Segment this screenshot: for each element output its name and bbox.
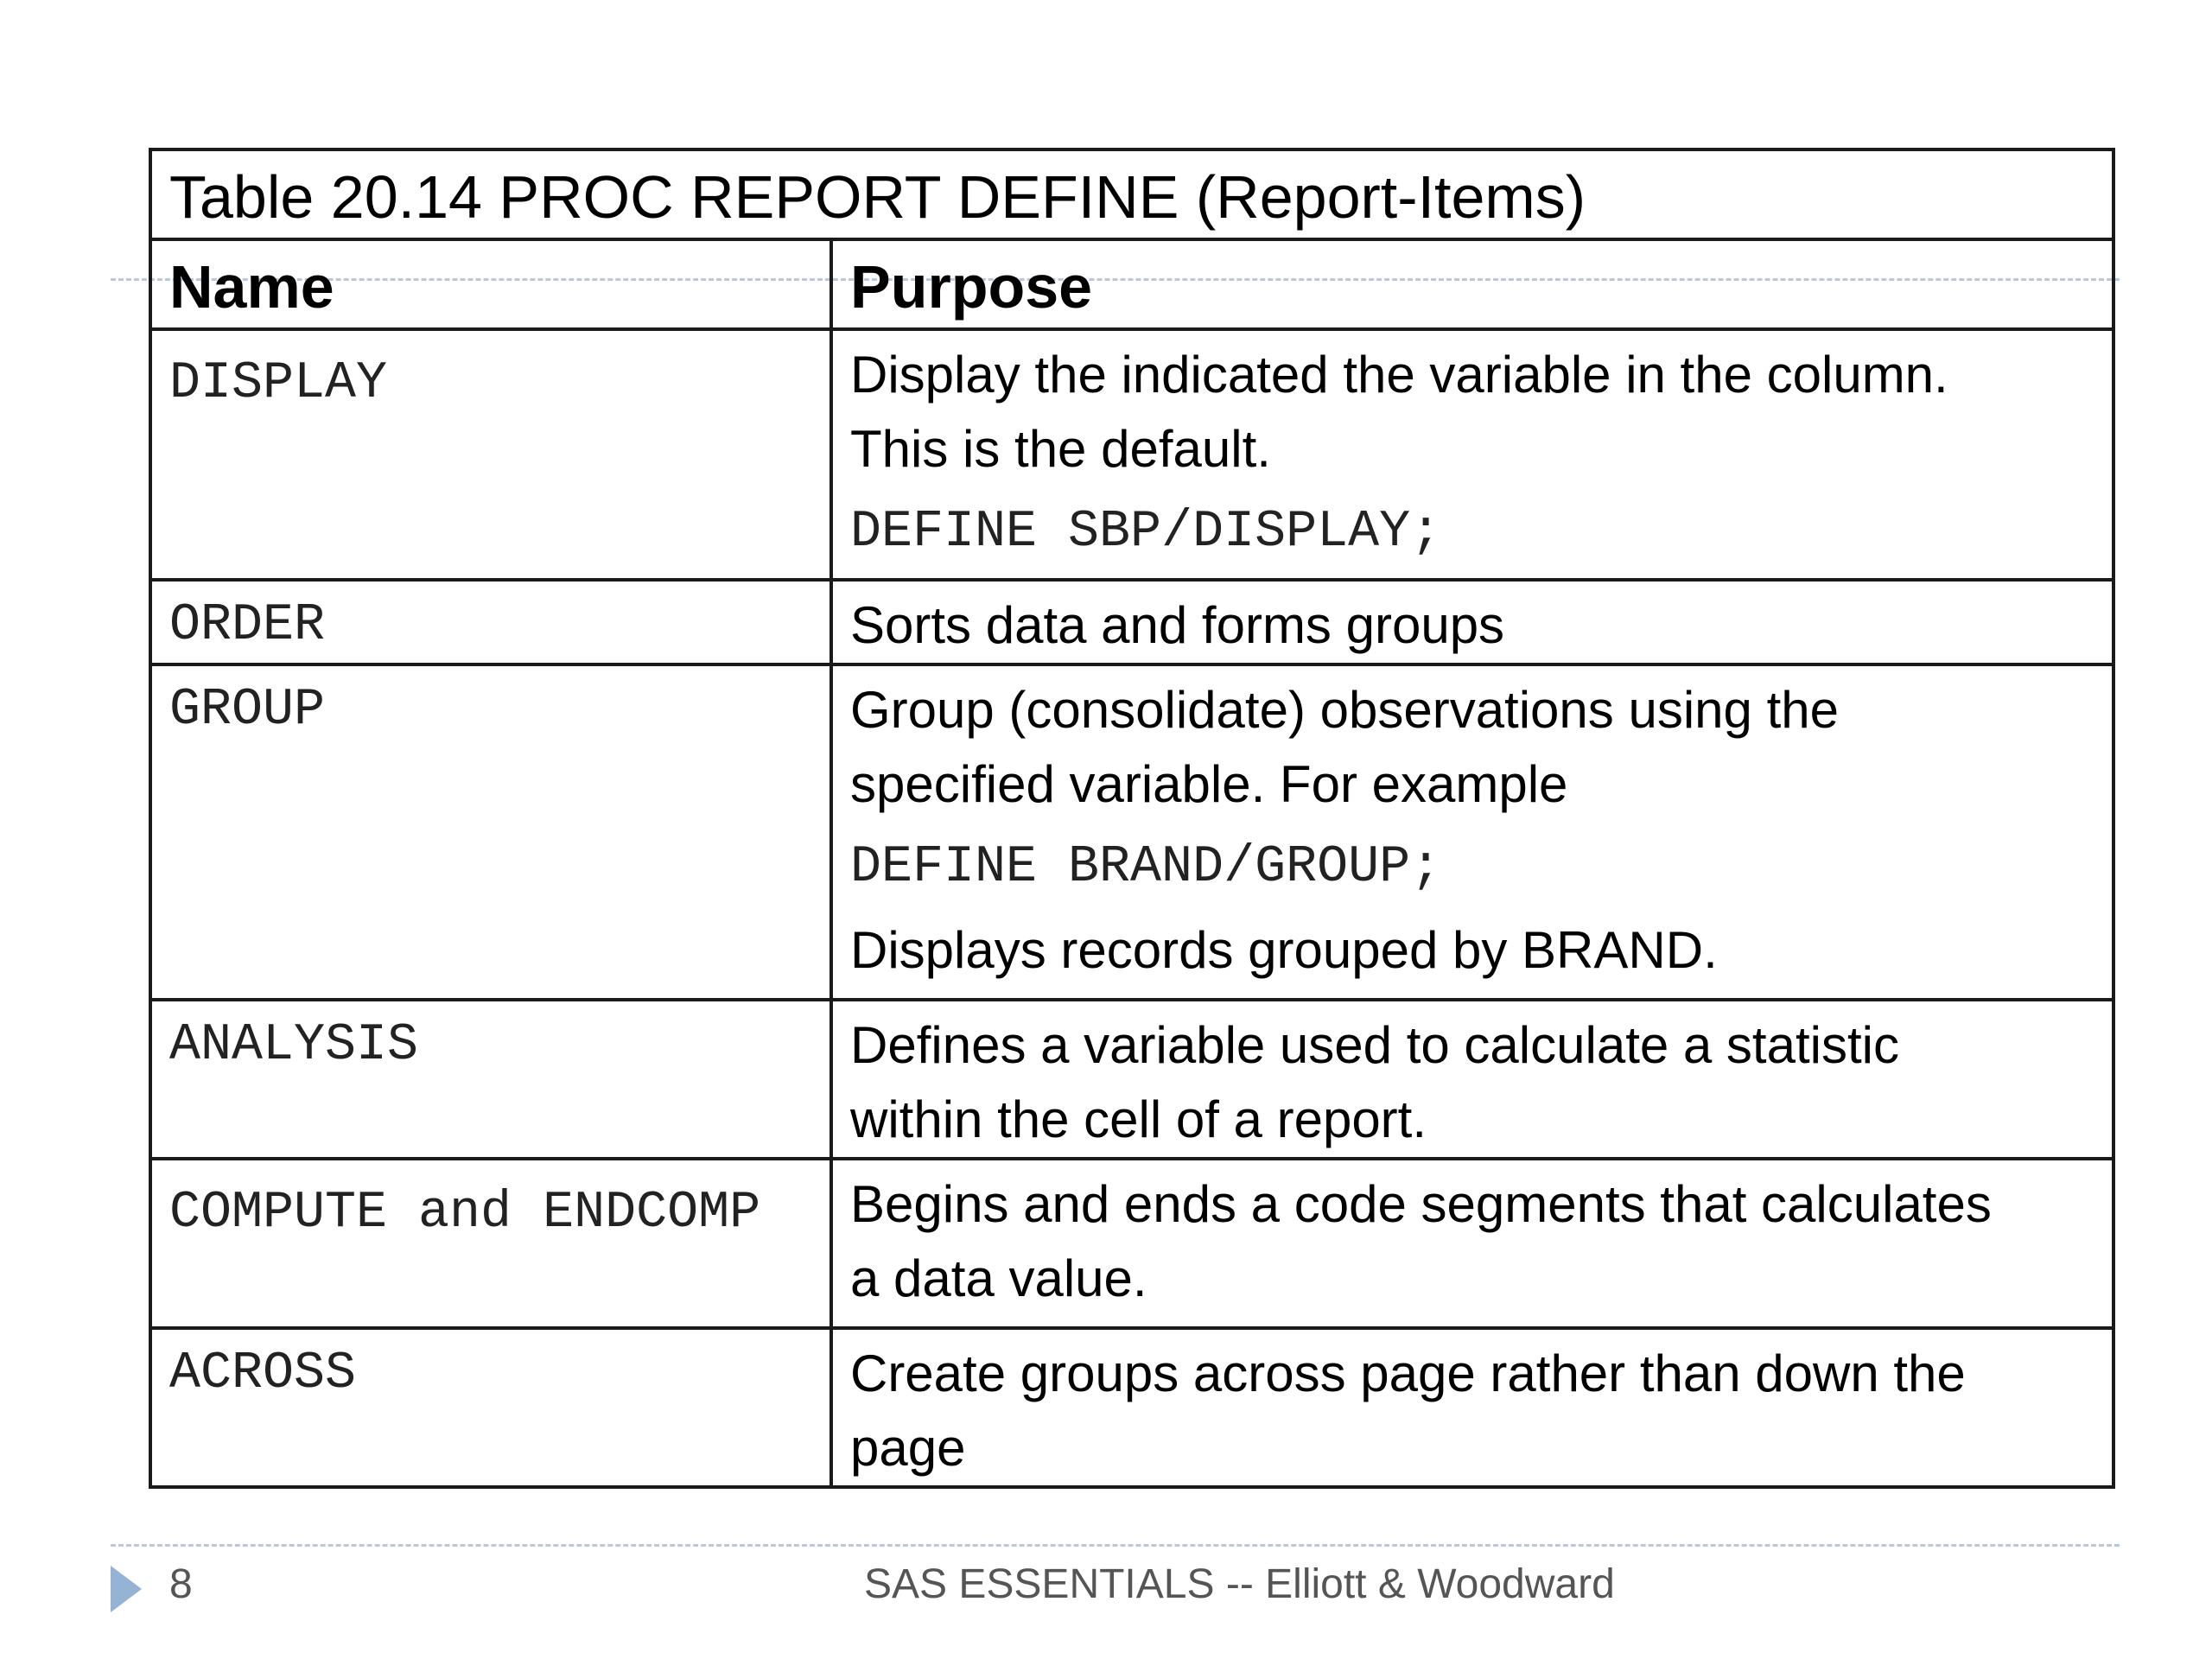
footer-text: SAS ESSENTIALS -- Elliott & Woodward [864,1561,1615,1607]
row-name-order [150,580,831,664]
table-header-row [150,239,2113,329]
table-row [150,329,2113,580]
triangle-bullet-icon [111,1566,142,1612]
name-line: COMPUTE and [169,1184,512,1243]
row-name-compute [150,1159,831,1328]
name-line: ENDCOMP [543,1184,761,1243]
table-row [150,1159,2113,1328]
code-example: DEFINE SBP/DISPLAY; [850,503,1442,562]
purpose-line: Sorts data and forms groups [850,596,1505,654]
code-example: DEFINE BRAND/GROUP; [850,838,1442,897]
row-purpose-order [831,580,2113,664]
table-caption-row [150,149,2113,239]
purpose-line: Display the indicated the variable in the column. [850,346,1948,404]
slide-number: 8 [169,1561,193,1607]
purpose-line: specified variable. For example [850,755,1568,813]
purpose-line: Group (consolidate) observations using the [850,681,1839,739]
row-name-analysis [150,1000,831,1159]
purpose-line: Begins and ends a code segments that calculates [850,1175,1992,1233]
table-caption: Table 20.14 PROC REPORT DEFINE (Report-Items) [150,149,2113,239]
name-line: DISPLAY [169,354,388,413]
table-row [150,580,2113,664]
table-row [150,1000,2113,1159]
report-items-table [149,148,2115,1489]
row-purpose-analysis [831,1000,2113,1159]
purpose-line: page [850,1419,966,1477]
purpose-line: within the cell of a report. [850,1090,1427,1148]
table-row [150,664,2113,1000]
name-line: ANALYSIS [169,1016,419,1075]
row-name-group [150,664,831,1000]
header-name: Name [150,239,831,329]
table-row [150,1328,2113,1487]
row-name-display [150,329,831,580]
footer-divider [111,1544,2120,1547]
row-name-across [150,1328,831,1487]
name-line: ACROSS [169,1344,357,1403]
purpose-line: a data value. [850,1249,1147,1307]
purpose-line: Create groups across page rather than down the [850,1344,1966,1402]
row-purpose-compute [831,1159,2113,1328]
header-purpose: Purpose [831,239,2113,329]
row-purpose-group [831,664,2113,1000]
purpose-line: Defines a variable used to calculate a statistic [850,1016,1899,1074]
name-line: ORDER [169,596,326,655]
row-purpose-display [831,329,2113,580]
purpose-line: This is the default. [850,420,1271,478]
row-purpose-across [831,1328,2113,1487]
purpose-line: Displays records grouped by BRAND. [850,921,1718,979]
name-line: GROUP [169,681,326,740]
